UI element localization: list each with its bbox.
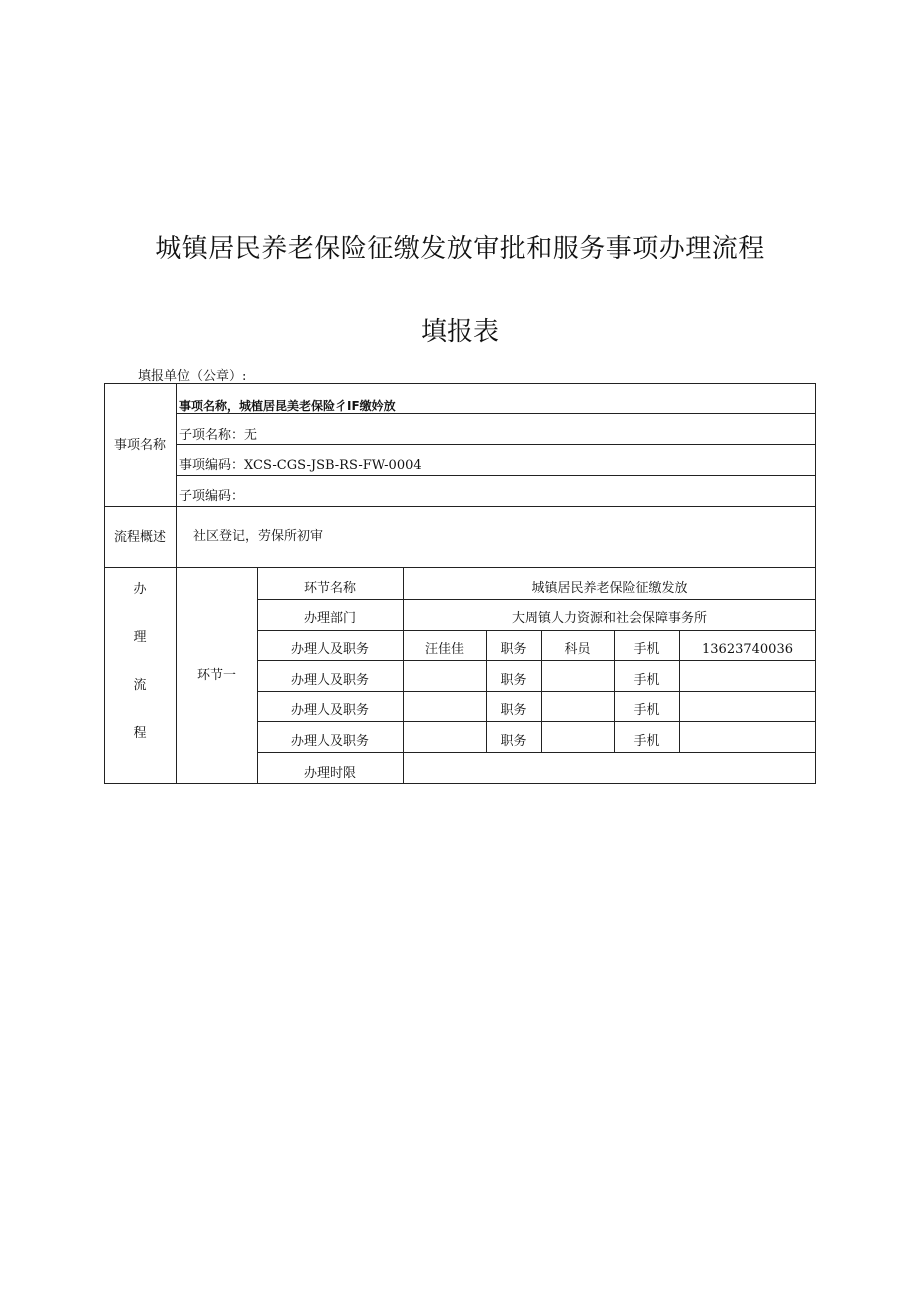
sub-item-name: 子项名称：无 [179,428,258,443]
handler-phone-label: 手机 [633,642,660,657]
item-code: 事项编码：XCS-CGS-JSB-RS-FW-0004 [179,458,422,473]
step-label: 环节一 [196,668,236,683]
handler-name: 汪佳佳 [424,642,464,657]
divider [257,691,816,692]
process-label-char: 程 [133,726,147,741]
handler-title-label: 职务 [500,642,527,657]
department-value: 大周镇人力资源和社会保障事务所 [511,611,707,626]
handler-title: 科员 [564,642,591,657]
step-name-value: 城镇居民养老保险征缴发放 [531,581,688,596]
item-name: 事项名称，城植居昆美老保险彳IF缴妗放 [179,399,396,413]
handler-title-label: 职务 [500,734,527,749]
handler-phone-label: 手机 [633,673,660,688]
document-subtitle: 填报表 [420,317,499,347]
divider [257,630,816,631]
flow-section-label: 流程概述 [113,530,166,545]
divider [257,721,816,722]
item-section-label: 事项名称 [113,438,166,453]
sub-item-code: 子项编码： [179,489,245,504]
divider [176,475,816,476]
handler-label: 办理人及职务 [290,703,369,718]
divider [104,567,816,568]
handler-title-label: 职务 [500,673,527,688]
handler-title-label: 职务 [500,703,527,718]
process-label-char: 理 [133,630,147,645]
handler-label: 办理人及职务 [290,673,369,688]
divider [176,444,816,445]
handler-phone-label: 手机 [633,734,660,749]
reporting-unit-label: 填报单位（公章）: [138,369,247,384]
process-label-char: 流 [133,678,147,693]
divider [257,599,816,600]
handler-label: 办理人及职务 [290,642,369,657]
handler-phone: 13623740036 [702,642,793,657]
divider [104,506,816,507]
process-label-char: 办 [133,582,147,597]
divider [257,660,816,661]
step-name-label: 环节名称 [303,581,356,596]
divider [257,752,816,753]
document-title: 城镇居民养老保险征缴发放审批和服务事项办理流程 [155,234,765,264]
department-label: 办理部门 [303,611,356,626]
flow-summary: 社区登记，劳保所初审 [193,529,324,544]
handler-label: 办理人及职务 [290,734,369,749]
time-limit-label: 办理时限 [303,766,356,781]
handler-phone-label: 手机 [633,703,660,718]
